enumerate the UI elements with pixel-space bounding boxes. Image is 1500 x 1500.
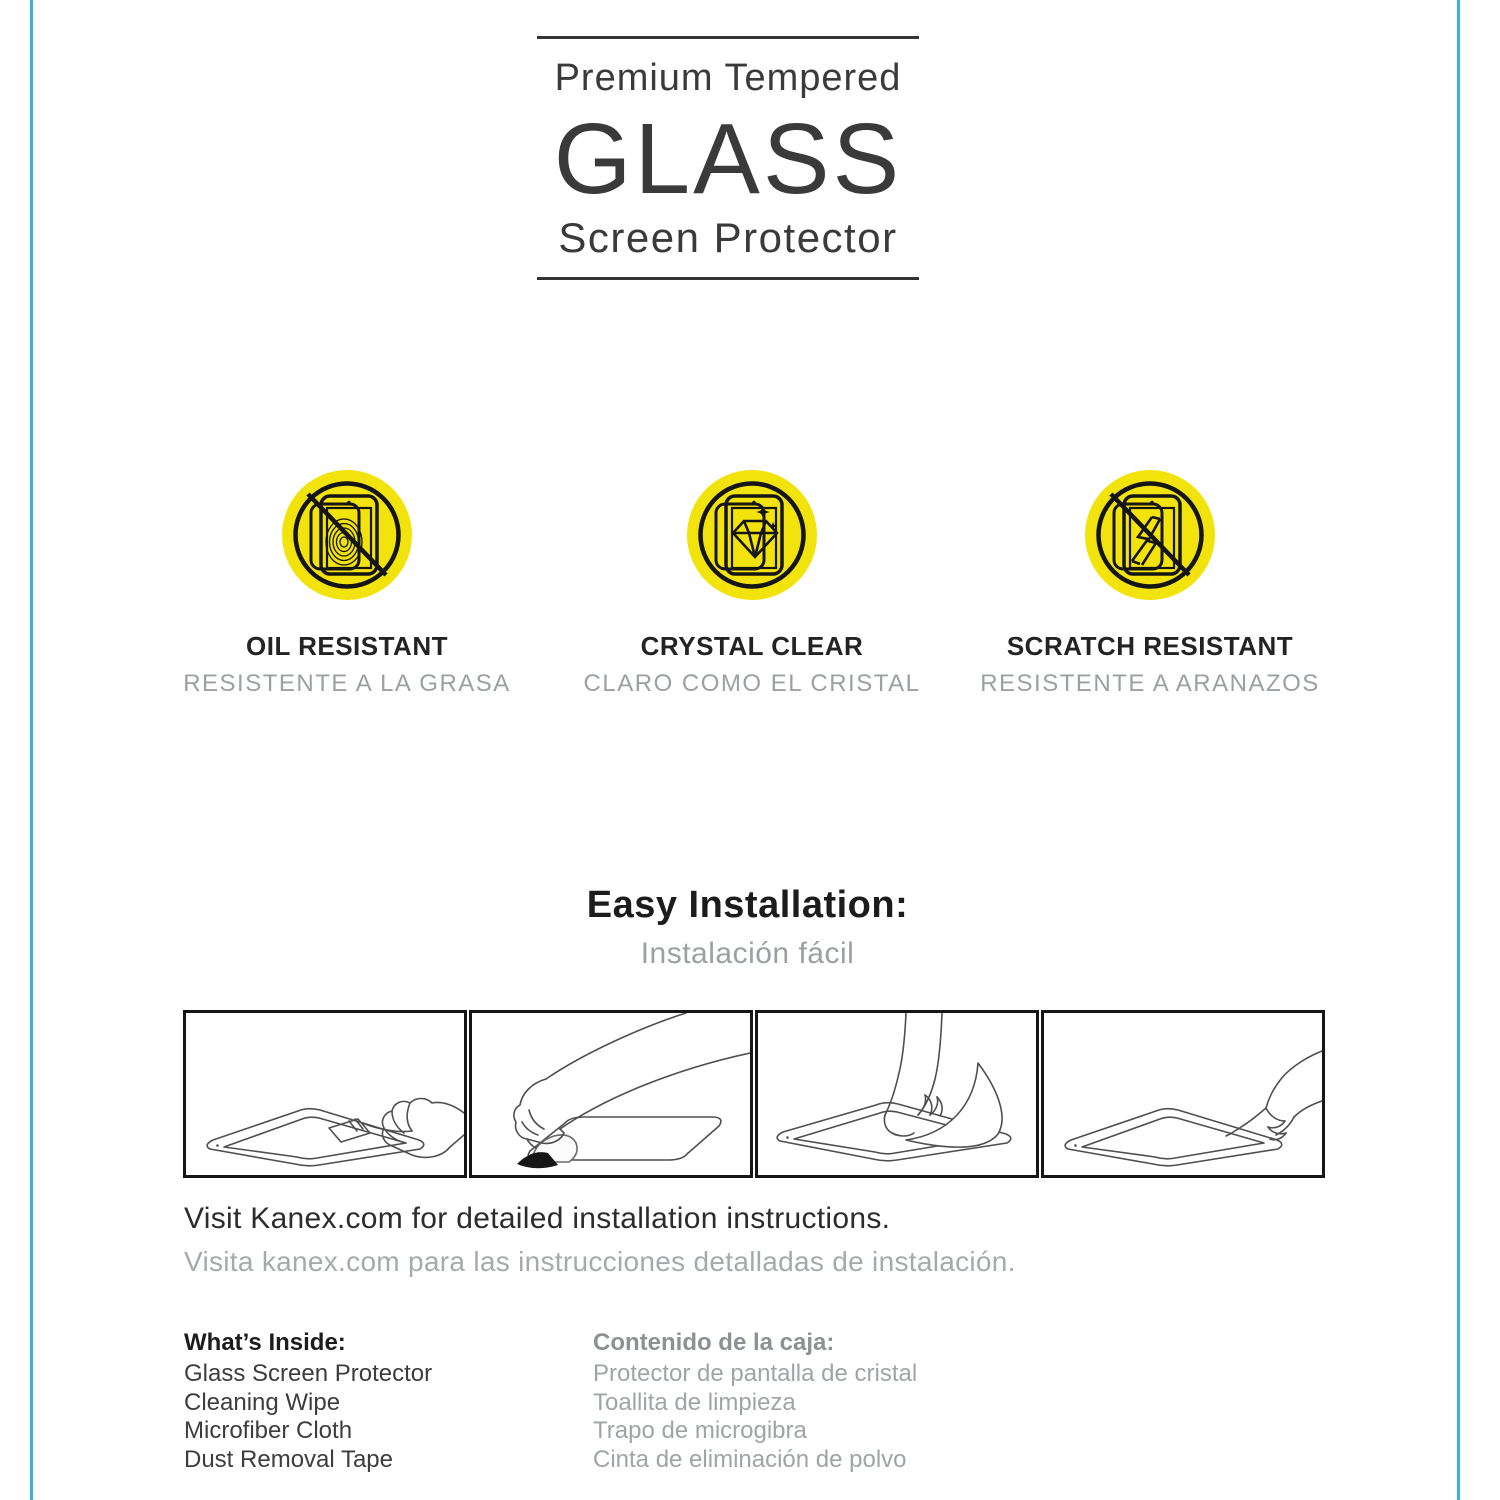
easy-installation-heading: Easy Installation: [586,884,909,926]
step-2-box [469,1010,753,1178]
product-title-line1: Premium Tempered [554,57,902,99]
installation-steps-row [183,1010,1325,1178]
list-item: Trapo de microgibra [593,1417,807,1444]
step-clean-screen-illustration [186,1013,464,1175]
list-item: Cinta de eliminación de polvo [593,1445,907,1473]
list-item: Dust Removal Tape [184,1445,393,1473]
no-fingerprint-icon [282,470,412,600]
step-3-box [755,1010,1039,1178]
no-scratch-icon [1085,470,1215,600]
feature-subtitle: RESISTENTE A ARANAZOS [980,670,1320,697]
step-press-to-apply-illustration [1044,1013,1322,1175]
contenido-caja-heading: Contenido de la caja: [593,1329,835,1356]
title-rule-top [537,36,919,39]
feature-title: SCRATCH RESISTANT [1006,631,1294,661]
feature-subtitle: RESISTENTE A LA GRASA [183,670,511,697]
easy-installation-subheading: Instalación fácil [640,937,855,970]
step-4-box [1041,1010,1325,1178]
list-item: Protector de pantalla de cristal [593,1360,918,1387]
feature-oil-resistant [177,470,517,698]
feature-subtitle: CLARO COMO EL CRISTAL [583,670,921,697]
list-item: Cleaning Wipe [184,1388,341,1416]
list-item: Microfiber Cloth [184,1417,353,1444]
product-title-line3: Screen Protector [558,214,898,261]
crystal-clear-icon [687,470,817,600]
easy-installation-section [0,884,1495,971]
title-rule-bottom [537,277,919,280]
step-1-box [183,1010,467,1178]
feature-scratch-resistant [980,470,1320,698]
feature-title: CRYSTAL CLEAR [640,631,864,661]
visit-instructions-en: Visit Kanex.com for detailed installation instructions. [184,1202,891,1235]
die-cut-line-right [1457,0,1460,1500]
visit-instructions [184,1202,1016,1278]
product-title-block [537,36,919,280]
step-align-protector-illustration [758,1013,1036,1175]
feature-title: OIL RESISTANT [246,631,448,661]
feature-crystal-clear [582,470,922,698]
contenido-caja-list [593,1328,917,1474]
whats-inside-heading: What’s Inside: [184,1329,346,1356]
list-item: Toallita de limpieza [593,1388,796,1416]
die-cut-line-left [30,0,33,1500]
whats-inside-list [184,1328,432,1474]
list-item: Glass Screen Protector [184,1360,433,1387]
visit-instructions-es: Visita kanex.com para las instrucciones detalladas de instalación. [184,1246,1016,1277]
product-title-line2: GLASS [553,103,903,215]
step-peel-backing-illustration [472,1013,750,1175]
